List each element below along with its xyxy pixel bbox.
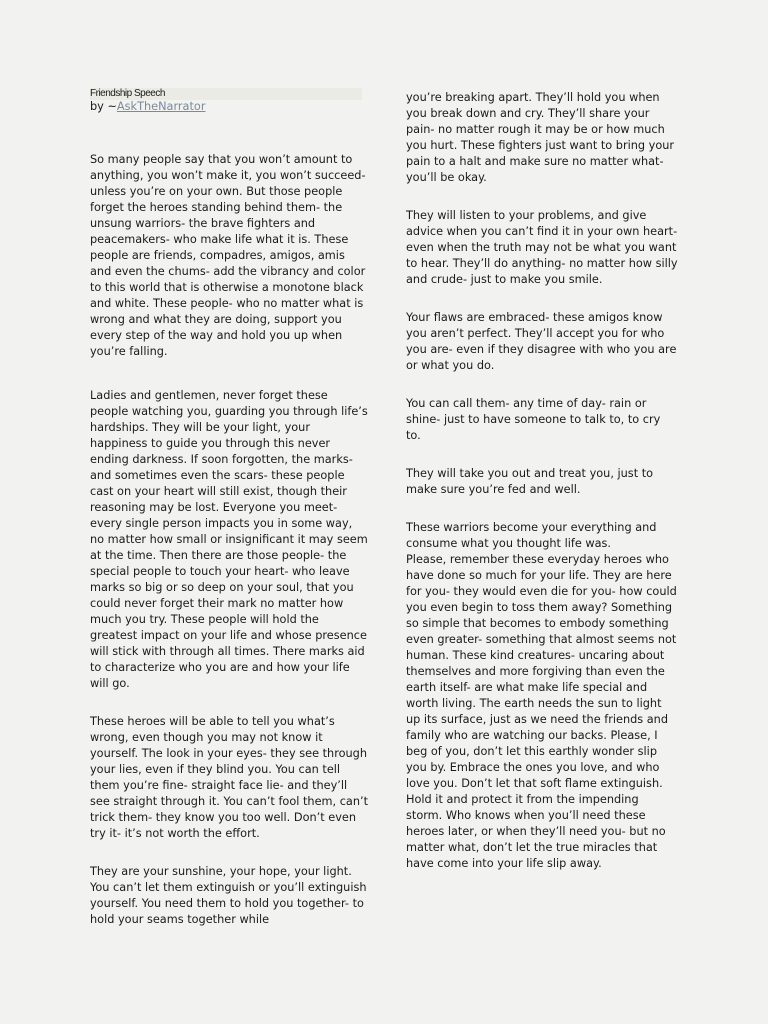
- byline-prefix: by ~: [90, 100, 117, 113]
- paragraph: These warriors become your everything and consume what you thought life was.: [406, 521, 657, 550]
- paragraph: They will take you out and treat you, just to make sure you’re fed and well.: [406, 467, 654, 496]
- document-title: Friendship Speech: [90, 88, 362, 100]
- paragraph: You can call them- any time of day- rain or shine- just to have someone to talk to, to cry to.: [406, 397, 661, 442]
- paragraph: They are your sunshine, your hope, your light. You can’t let them extinguish or you’ll extinguish yourself. You need them to hold you together- to hold your seams together while: [90, 865, 367, 926]
- paragraph: Your flaws are embraced- these amigos know you aren’t perfect. They’ll accept you for who you are- even if they disagree with who you are or what you do.: [406, 311, 677, 372]
- byline: [90, 100, 368, 114]
- paragraph: They will listen to your problems, and give advice when you can’t find it in your own heart- even when the truth may not be what you want to hear. They’ll do anything- no matter how silly and crude- just to make you smile.: [406, 209, 678, 286]
- paragraph: Ladies and gentlemen, never forget these people watching you, guarding you through life’s hardships. They will be your light, your happiness to guide you through this never ending darkness. If soon forgotten, the marks- and sometimes even the scars- these people cast on your heart will still exist, though their reasoning may be lost. Everyone you meet- every single person impacts you in some way, no matter how small or insignificant it may seem at the time. Then there are those people- the special people to touch your heart- who leave marks so big or so deep on your soul, that you could never forget their mark no matter how much you try. These people will hold the greatest impact on your life and whose presence will stick with through all times. There marks aid to characterize who you are and how your life will go.: [90, 389, 368, 690]
- paragraph: Please, remember these everyday heroes who have done so much for your life. They are here for you- they would even die for you- how could you even begin to toss them away? Something so simple that becomes to embody something even greater- something that almost seems not human. These kind creatures- uncaring about themselves and more forgiving than even the earth itself- are what make life special and worth living. The earth needs the sun to light up its surface, just as we need the friends and family who are watching our backs. Please, I beg of you, don’t let this earthly wonder slip you by. Embrace the ones you love, and who love you. Don’t let that soft flame extinguish. Hold it and protect it from the impending storm. Who knows when you’ll need these heroes later, or when they’ll need you- but no matter what, don’t let the true miracles that have come into your life slip away.: [406, 553, 677, 870]
- paragraph: you’re breaking apart. They’ll hold you when you break down and cry. They’ll share your pain- no matter rough it may be or how much you hurt. These fighters just want to bring your pain to a halt and make sure no matter what- you’ll be okay.: [406, 91, 675, 184]
- paragraph: So many people say that you won’t amount to anything, you won’t make it, you won’t succeed- unless you’re on your own. But those people forget the heroes standing behind them- the unsung warriors- the brave fighters and peacemakers- who make life what it is. These people are friends, compadres, amigos, amis and even the chums- add the vibrancy and color to this world that is otherwise a monotone black and white. These people- who no matter what is wrong and what they are doing, support you every step of the way and hold you up when you’re falling.: [90, 153, 366, 358]
- author-link[interactable]: AskTheNarrator: [116, 100, 206, 113]
- right-column: [406, 90, 678, 872]
- paragraph: These heroes will be able to tell you what’s wrong, even though you may not know it yourself. The look in your eyes- they see through your lies, even if they blind you. You can tell them you’re fine- straight face lie- and they’ll see straight through it. You can’t fool them, can’t trick them- they know you too well. Don’t even try it- it’s not worth the effort.: [90, 715, 369, 840]
- left-column: [90, 88, 368, 928]
